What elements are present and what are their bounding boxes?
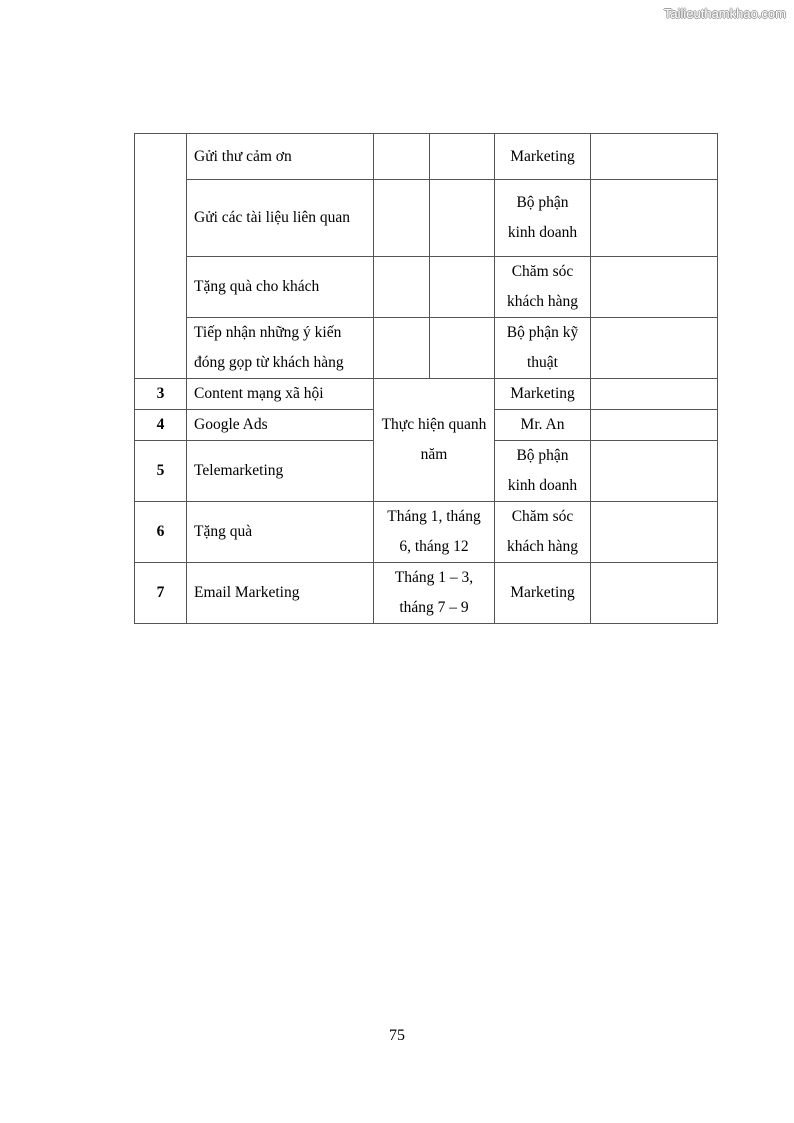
row-number-cell: 7: [135, 563, 187, 624]
note-cell: [591, 379, 718, 410]
owner-cell: Marketing: [495, 563, 591, 624]
marketing-plan-table: [134, 133, 718, 624]
note-cell: [591, 180, 718, 257]
activity-cell: Tặng quà cho khách: [187, 257, 374, 318]
owner-cell: Bộ phận kinh doanh: [495, 180, 591, 257]
page-number: 75: [389, 1027, 405, 1044]
note-cell: [591, 257, 718, 318]
activity-cell: Telemarketing: [187, 441, 374, 502]
empty-cell: [430, 134, 495, 180]
table-row: [135, 318, 718, 379]
empty-cell: [430, 318, 495, 379]
note-cell: [591, 502, 718, 563]
time-cell: Tháng 1 – 3, tháng 7 – 9: [374, 563, 495, 624]
owner-cell: Marketing: [495, 134, 591, 180]
activity-cell: Gửi thư cảm ơn: [187, 134, 374, 180]
row-number-cell: 6: [135, 502, 187, 563]
note-cell: [591, 134, 718, 180]
note-cell: [591, 318, 718, 379]
empty-cell: [374, 134, 430, 180]
owner-cell: Bộ phận kỹ thuật: [495, 318, 591, 379]
owner-cell: Chăm sóc khách hàng: [495, 502, 591, 563]
row-number-cell: 5: [135, 441, 187, 502]
table-row: [135, 379, 718, 410]
empty-cell: [374, 257, 430, 318]
owner-cell: Chăm sóc khách hàng: [495, 257, 591, 318]
activity-cell: Google Ads: [187, 410, 374, 441]
empty-cell: [374, 180, 430, 257]
activity-cell: Content mạng xã hội: [187, 379, 374, 410]
table-row: [135, 563, 718, 624]
table-row: [135, 180, 718, 257]
watermark: Tailieuthamkhao.com: [663, 6, 786, 21]
owner-cell: Bộ phận kinh doanh: [495, 441, 591, 502]
owner-cell: Marketing: [495, 379, 591, 410]
note-cell: [591, 563, 718, 624]
owner-cell: Mr. An: [495, 410, 591, 441]
empty-cell: [374, 318, 430, 379]
time-cell: Tháng 1, tháng 6, tháng 12: [374, 502, 495, 563]
empty-cell: [430, 257, 495, 318]
table-row: [135, 257, 718, 318]
activity-cell: Gửi các tài liệu liên quan: [187, 180, 374, 257]
row-number-cell: 4: [135, 410, 187, 441]
note-cell: [591, 441, 718, 502]
empty-cell: [430, 180, 495, 257]
time-cell: Thực hiện quanh năm: [374, 379, 495, 502]
note-cell: [591, 410, 718, 441]
activity-cell: Tặng quà: [187, 502, 374, 563]
activity-cell: Tiếp nhận những ý kiến đóng gọp từ khách hàng: [187, 318, 374, 379]
table-row: [135, 502, 718, 563]
row-number-cell: [135, 134, 187, 379]
row-number-cell: 3: [135, 379, 187, 410]
activity-cell: Email Marketing: [187, 563, 374, 624]
table-row: [135, 134, 718, 180]
